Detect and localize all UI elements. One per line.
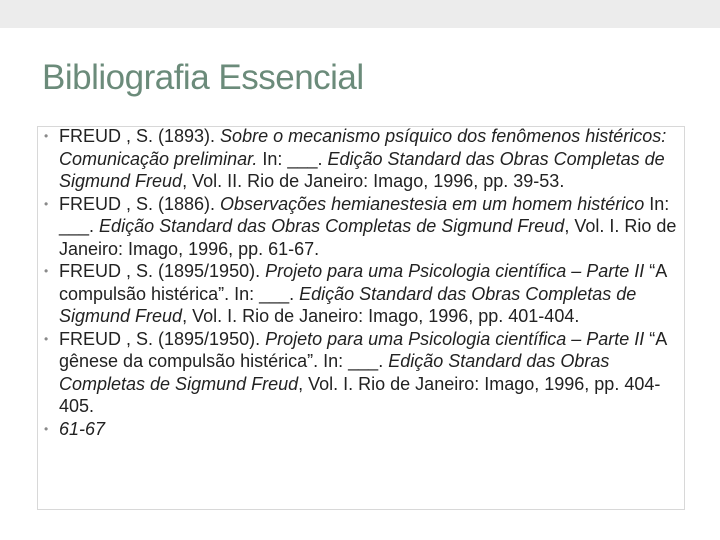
bullet-icon: • <box>44 129 49 143</box>
reference-italic-text: Edição Standard das Obras Completas de Sigmund Freud <box>59 351 610 394</box>
reference-italic-text: Edição Standard das Obras Completas de Sigmund Freud <box>99 216 565 236</box>
reference-italic-text: 61-67 <box>59 418 106 439</box>
reference-text: “A compulsão histérica”. In: ___. <box>59 261 667 304</box>
bullet-icon: • <box>44 196 49 211</box>
reference-text: , Vol. I. Rio de Janeiro: Imago, 1996, pp. 404- 405. <box>59 373 661 416</box>
reference-text: FREUD , S. (1893). <box>59 126 221 146</box>
reference-italic-text: Projeto para uma Psicologia científica – Parte II <box>265 261 645 281</box>
reference-italic-text: Observações hemianestesia em um homem histérico <box>220 193 645 214</box>
reference-italic-text: Projeto para uma Psicologia científica – Parte II <box>265 328 645 349</box>
reference-list <box>44 125 689 440</box>
top-bar <box>0 0 720 28</box>
reference-text: FREUD , S. (1895/1950). <box>59 261 266 281</box>
reference-text: FREUD , S. (1895/1950). <box>59 328 266 349</box>
reference-text: , Vol. II. Rio de Janeiro: Imago, 1996, pp. 39-53. <box>182 171 565 191</box>
reference-item <box>44 193 689 261</box>
reference-text: , Vol. I. Rio de Janeiro: Imago, 1996, pp. 61-67. <box>59 216 677 259</box>
reference-italic-text: Edição Standard das Obras Completas de Sigmund Freud <box>59 148 665 191</box>
reference-item <box>44 328 689 418</box>
reference-text: In: ___. <box>257 148 328 169</box>
reference-italic-text: Sobre o mecanismo psíquico dos fenômenos histéricos: Comunicação preliminar. <box>59 126 667 169</box>
bullet-icon: • <box>44 331 49 346</box>
reference-text: FREUD , S. (1886). <box>59 193 221 214</box>
slide-title: Bibliografia Essencial <box>42 58 364 97</box>
bullet-icon: • <box>44 421 49 436</box>
reference-text: “A gênese da compulsão histérica”. In: ___. <box>59 328 667 371</box>
reference-italic-text: Edição Standard das Obras Completas de Sigmund Freud <box>59 283 637 326</box>
reference-text: In: ___. <box>59 193 670 236</box>
reference-text: , Vol. I. Rio de Janeiro: Imago, 1996, pp. 401-404. <box>182 306 580 326</box>
bullet-icon: • <box>44 264 49 278</box>
reference-item <box>44 260 689 328</box>
reference-item <box>44 418 689 441</box>
reference-item <box>44 125 689 193</box>
